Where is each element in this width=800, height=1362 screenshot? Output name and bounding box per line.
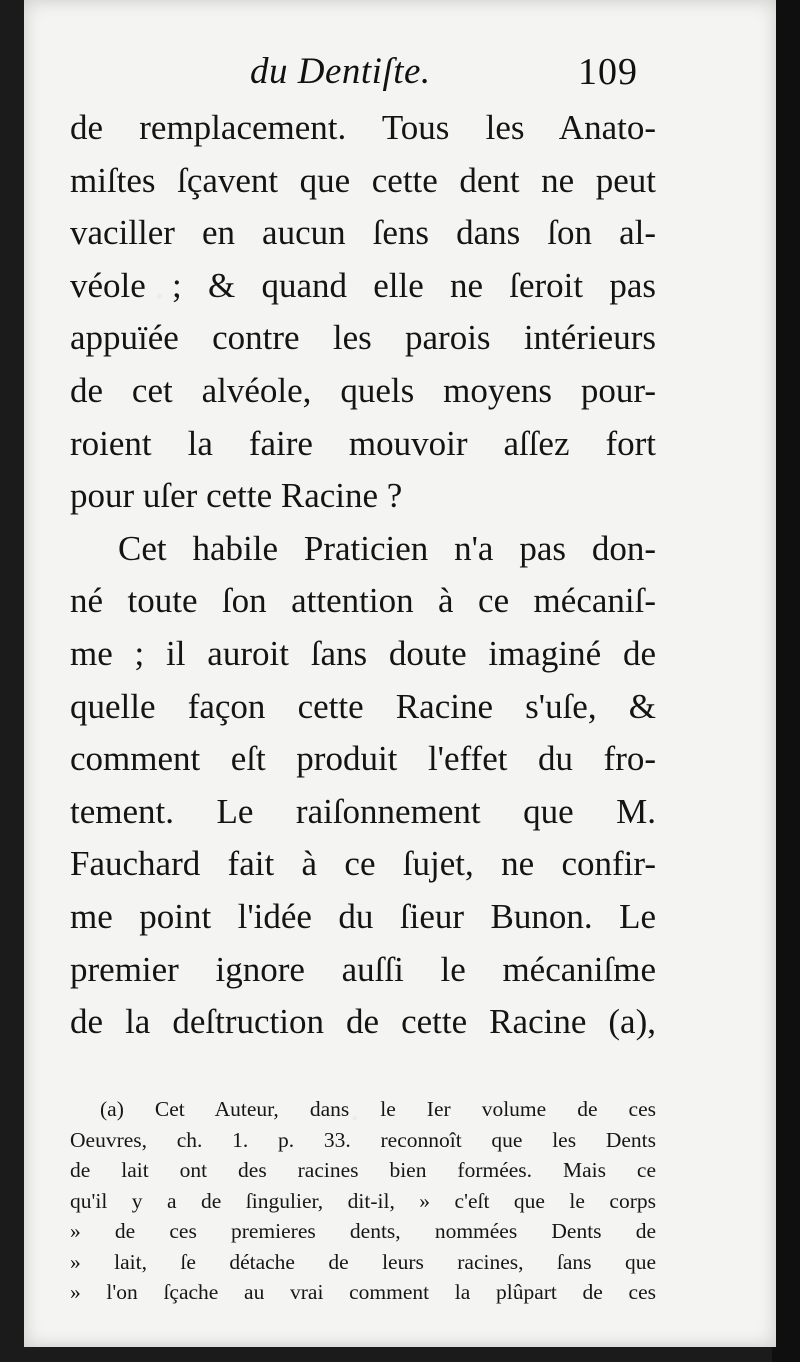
book-page <box>24 0 776 1347</box>
running-head <box>24 50 776 98</box>
text-line-15: Fauchard fait à ce ſujet, ne confir- <box>70 844 656 884</box>
text-line-1: de remplacement. Tous les Anato- <box>70 108 656 147</box>
text-line-17: premier ignore auſſi le mécaniſme <box>70 949 656 989</box>
text-line-11: me ; il auroit ſans doute imaginé de <box>70 633 656 673</box>
text-line-8: pour uſer cette Racine ? <box>70 476 403 516</box>
text-line-18: de la deſtruction de cette Racine (a), <box>70 1002 656 1042</box>
footnote-line-2: Oeuvres, ch. 1. p. 33. reconnoît que les Dents <box>70 1127 656 1152</box>
text-line-2: miſtes ſçavent que cette dent ne peut <box>70 160 656 200</box>
page-number: 109 <box>578 51 638 93</box>
footnote-line-6: » lait, ſe détache de leurs racines, ſans que <box>70 1249 656 1274</box>
footnote-line-3: de lait ont des racines bien formées. Mais ce <box>70 1158 656 1182</box>
footnote <box>70 1094 656 1308</box>
footnote-line-1: (a) Cet Auteur, dans le Ier volume de ces <box>100 1097 656 1121</box>
footnote-line-5: » de ces premieres dents, nommées Dents de <box>70 1219 656 1243</box>
text-line-14: tement. Le raiſonnement que M. <box>70 791 656 831</box>
text-line-10: né toute ſon attention à ce mécaniſ- <box>70 581 656 621</box>
text-line-9: Cet habile Praticien n'a pas don- <box>118 528 656 568</box>
footnote-line-7: » l'on ſçache au vrai comment la plûpart de ces <box>70 1280 656 1304</box>
main-text-block <box>70 102 656 1049</box>
text-line-6: de cet alvéole, quels moyens pour- <box>70 370 656 410</box>
text-line-16: me point l'idée du ſieur Bunon. Le <box>70 896 656 936</box>
text-line-7: roient la faire mouvoir aſſez fort <box>70 423 656 463</box>
scan-dark-margin <box>772 0 800 1362</box>
text-line-3: vaciller en aucun ſens dans ſon al- <box>70 213 656 253</box>
running-title: du Dentiſte. <box>250 51 431 92</box>
text-line-4: véole ; & quand elle ne ſeroit pas <box>70 265 656 305</box>
footnote-line-4: qu'il y a de ſingulier, dit-il, » c'eſt que le corps <box>70 1188 656 1213</box>
text-line-5: appuïée contre les parois intérieurs <box>70 318 656 358</box>
text-line-13: comment eſt produit l'effet du fro- <box>70 739 656 779</box>
text-line-12: quelle façon cette Racine s'uſe, & <box>70 686 656 726</box>
